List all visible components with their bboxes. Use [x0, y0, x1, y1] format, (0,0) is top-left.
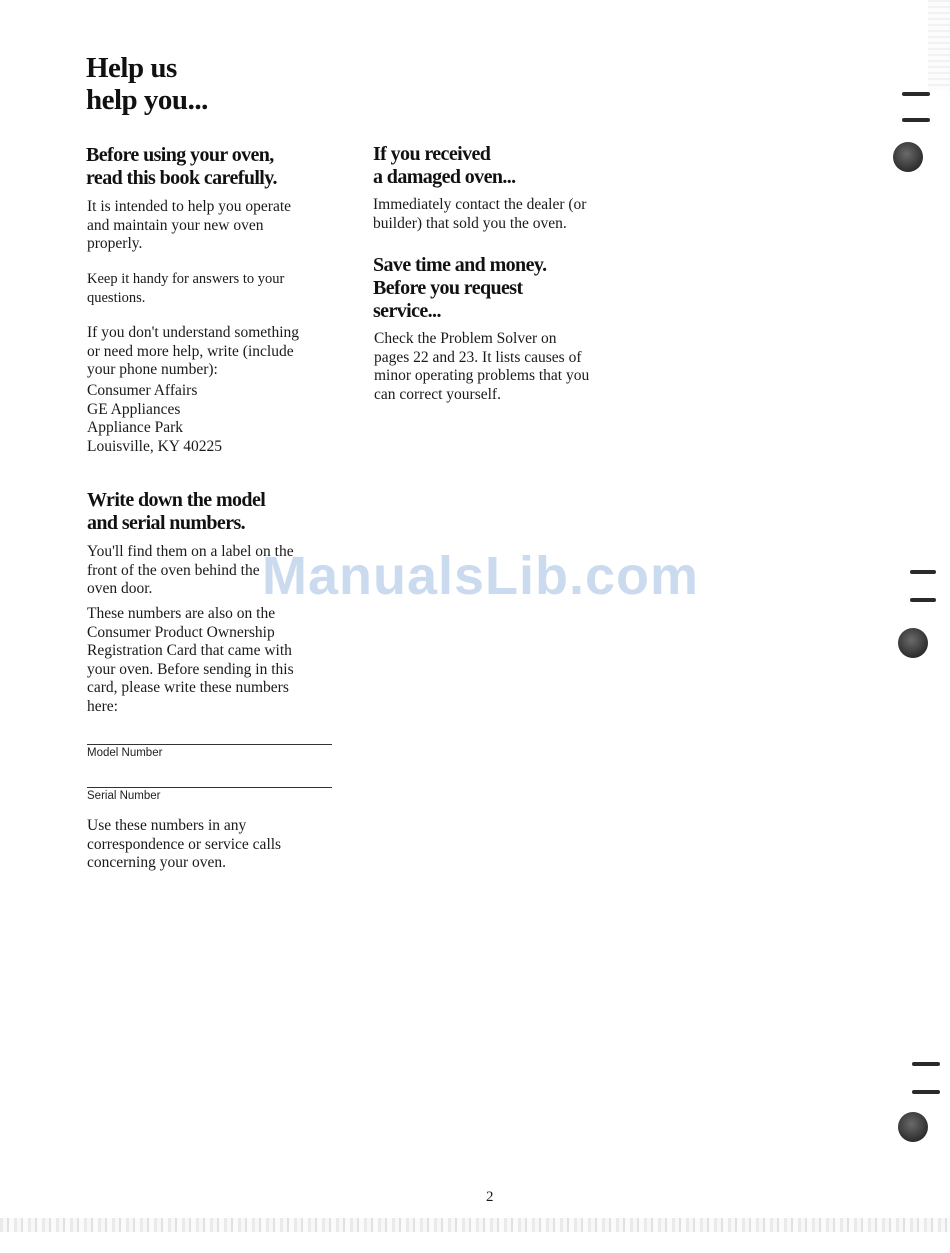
text-line: Immediately contact the dealer (or [373, 196, 587, 213]
page-number: 2 [486, 1189, 494, 1205]
heading-line: Save time and money. [373, 254, 547, 276]
text-line: Keep it handy for answers to your [87, 271, 285, 287]
text-line: card, please write these numbers [87, 679, 289, 696]
punch-hole-icon [893, 142, 923, 172]
heading-line: If you received [373, 143, 491, 165]
address-line: GE Appliances [87, 400, 181, 418]
address-line: Louisville, KY 40225 [87, 437, 223, 455]
before-using-heading [86, 144, 277, 190]
address-line: Consumer Affairs [87, 382, 198, 399]
registration-card-paragraph [87, 605, 294, 716]
text-line: and maintain your new oven [87, 216, 264, 234]
save-time-heading [373, 254, 547, 323]
heading-line: read this book carefully. [86, 167, 277, 189]
model-number-line[interactable] [87, 744, 332, 745]
scan-edge-artifact [0, 1218, 950, 1232]
heading-line: Before you request [373, 277, 523, 299]
serial-number-label: Serial Number [87, 790, 161, 802]
text-line: front of the oven behind the [87, 561, 260, 579]
manualslib-watermark: ManualsLib.com [262, 546, 700, 606]
text-line: builder) that sold you the oven. [373, 214, 567, 232]
serial-number-line[interactable] [87, 787, 332, 788]
binder-mark-icon [902, 118, 930, 122]
text-line: questions. [87, 289, 146, 306]
scan-edge-artifact [928, 0, 950, 90]
text-line: You'll find them on a label on the [87, 543, 294, 560]
text-line: can correct yourself. [374, 385, 501, 403]
binder-mark-icon [910, 598, 936, 602]
heading-line: and serial numbers. [87, 512, 246, 534]
text-line: It is intended to help you operate [87, 198, 292, 215]
text-line: correspondence or service calls [87, 835, 282, 853]
binder-mark-icon [912, 1090, 940, 1094]
text-line: Registration Card that came with [87, 642, 292, 659]
text-line: your oven. Before sending in this [87, 660, 294, 678]
text-line: If you don't understand something [87, 324, 300, 341]
keep-handy-paragraph [87, 270, 284, 307]
damaged-oven-heading [373, 143, 516, 189]
use-numbers-paragraph [87, 817, 281, 873]
punch-hole-icon [898, 1112, 928, 1142]
heading-line: Write down the model [87, 489, 266, 511]
text-line: or need more help, write (include [87, 342, 294, 360]
binder-mark-icon [902, 92, 930, 96]
text-line: oven door. [87, 580, 153, 597]
model-serial-heading [87, 489, 265, 535]
heading-line: service... [373, 300, 441, 322]
text-line: here: [87, 697, 118, 715]
model-number-label: Model Number [87, 747, 163, 759]
text-line: minor operating problems that you [374, 367, 590, 384]
damaged-oven-paragraph [373, 196, 586, 233]
page-title [86, 52, 208, 116]
page-title-line-1: Help us [86, 52, 177, 84]
heading-line: Before using your oven, [86, 144, 274, 166]
text-line: your phone number): [87, 361, 218, 378]
heading-line: a damaged oven... [373, 166, 516, 188]
text-line: pages 22 and 23. It lists causes of [374, 348, 582, 366]
text-line: concerning your oven. [87, 854, 227, 871]
page-title-line-2: help you... [86, 84, 208, 116]
help-paragraph [87, 324, 299, 380]
address-line: Appliance Park [87, 419, 183, 436]
punch-hole-icon [898, 628, 928, 658]
mailing-address [87, 382, 222, 456]
problem-solver-paragraph [374, 330, 589, 404]
binder-mark-icon [912, 1062, 940, 1066]
text-line: These numbers are also on the [87, 605, 276, 622]
text-line: properly. [87, 235, 143, 252]
binder-mark-icon [910, 570, 936, 574]
text-line: Check the Problem Solver on [374, 330, 557, 347]
intro-paragraph [87, 198, 291, 254]
text-line: Use these numbers in any [87, 817, 247, 834]
text-line: Consumer Product Ownership [87, 623, 275, 641]
